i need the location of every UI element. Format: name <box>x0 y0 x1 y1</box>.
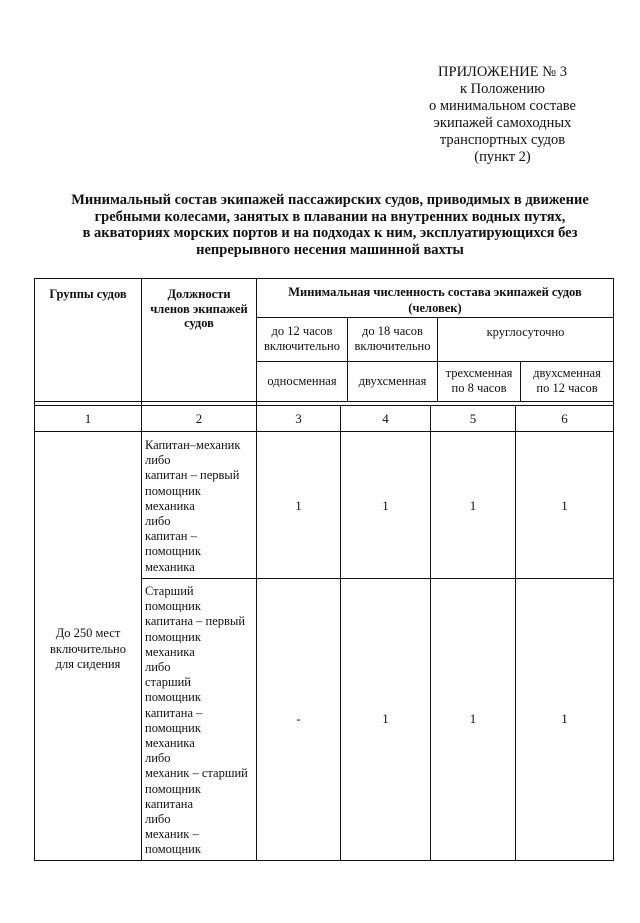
column-number: 1 <box>84 411 92 426</box>
header-up-to-12: до 12 часов включительно <box>264 324 340 353</box>
header-positions: Должности членов экипажей судов <box>150 287 248 330</box>
appendix-line: транспортных судов <box>439 132 566 148</box>
table-divider <box>256 317 614 318</box>
row-value: 1 <box>382 711 389 726</box>
title-line: гребными колесами, занятых в плавании на внутренних водных путях, <box>94 208 566 225</box>
row-value: 1 <box>382 498 389 513</box>
header-triple-shift: трехсменная по 8 часов <box>445 366 513 395</box>
column-number: 4 <box>382 411 389 426</box>
column-number: 6 <box>561 411 568 426</box>
table-divider <box>34 401 614 402</box>
table-border-left <box>34 278 35 861</box>
row-position: Капитан–механик либо капитан – первый помощник механика либо капитан – помощник механика <box>145 438 241 574</box>
row-value: 1 <box>469 711 477 726</box>
table-divider <box>256 361 614 362</box>
appendix-header <box>395 64 610 166</box>
table-col-divider <box>515 405 516 861</box>
appendix-line: к Положению <box>460 81 545 97</box>
table-col-divider <box>340 405 341 861</box>
header-double-shift-12: двухсменная по 12 часов <box>533 366 601 395</box>
header-double-shift: двухсменная <box>358 374 427 388</box>
appendix-line: экипажей самоходных <box>433 115 572 131</box>
row-position: Старший помощник капитана – первый помощник механика либо старший помощник капитана – помощник механика либо механик – старший помощник капитана либо механик – помощник <box>145 584 248 857</box>
header-up-to-18: до 18 часов включительно <box>354 324 431 353</box>
table-border-right <box>613 278 614 861</box>
row-value: 1 <box>469 498 477 513</box>
appendix-line: ПРИЛОЖЕНИЕ № 3 <box>438 64 567 80</box>
row-value: 1 <box>561 711 568 726</box>
appendix-line: (пункт 2) <box>474 149 531 165</box>
row-value: 1 <box>295 498 302 513</box>
header-min-crew: Минимальная численность состава экипажей судов (человек) <box>288 285 582 315</box>
appendix-line: о минимальном составе <box>429 98 576 114</box>
title-line: в акваториях морских портов и на подходах к ним, эксплуатирующихся без <box>82 225 578 241</box>
table-divider <box>34 431 614 432</box>
header-group: Группы судов <box>49 287 127 301</box>
table-col-divider <box>141 278 142 861</box>
title-line: непрерывного несения машинной вахты <box>196 241 464 258</box>
document-title <box>56 192 604 258</box>
column-number: 3 <box>295 411 302 426</box>
column-number: 5 <box>469 411 477 426</box>
table-border-top <box>34 278 614 279</box>
group-label: До 250 мест включительно для сидения <box>50 626 126 671</box>
table-border-bottom <box>34 860 614 861</box>
table-col-divider <box>430 405 431 861</box>
row-value: - <box>296 711 301 726</box>
row-value: 1 <box>561 498 568 513</box>
table-divider <box>34 405 614 406</box>
header-single-shift: односменная <box>267 374 337 388</box>
column-number: 2 <box>195 411 203 426</box>
table-divider <box>141 578 614 579</box>
header-round-clock: круглосуточно <box>486 325 565 339</box>
title-line: Минимальный состав экипажей пассажирских судов, приводимых в движение <box>71 192 589 208</box>
